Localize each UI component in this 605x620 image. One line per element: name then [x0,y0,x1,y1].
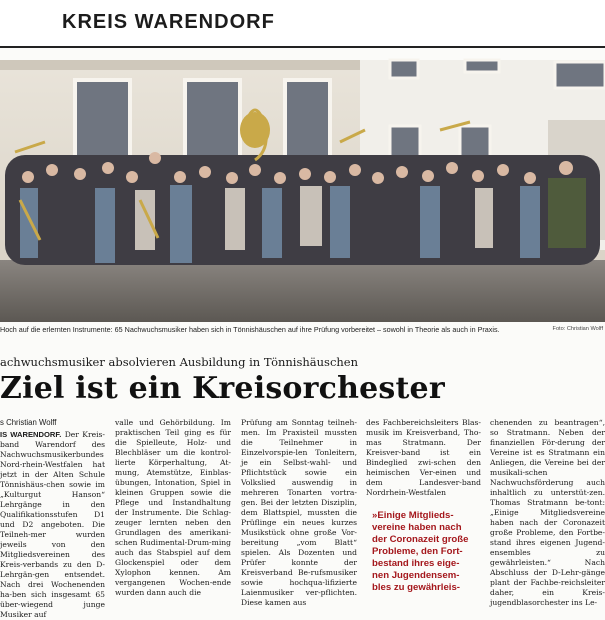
column-2-text: valle und Gehörbildung. Im praktischen Teil ging es für die Spielleute, Holz- und Blechbläser um die kontrol-lierte Körperhaltung, At-mung, Atemstütze, Einblas-übungen, Intonation, Spiel in kleinen Gruppen sowie die Pflege und Instandhaltung der Instrumente. Die Schlag-zeuger lernten neben den Grundlagen des amerikani-schen Rudimental-Drum-ming auch das Stabspiel auf dem Glockenspiel oder dem Xylophon kennen. Am vergangenen Wochen-ende wurden dann auch die [115,418,231,597]
caption-text: Hoch auf die erlernten Instrumente: 65 Nachwuchsmusiker haben sich in Tönnishäuschen auf ihre Prüfung vorbereitet – sowohl in Theorie als auch in Praxis. [0,325,500,334]
article-column-2 [115,418,231,598]
photo-credit: Foto: Christian Wolff [552,326,603,332]
column-3-text: Prüfung am Sonntag teilneh-men. Im Praxisteil mussten die Teilnehmer in Einzelvorspie-len Tonleitern, je ein Selbst-wahl- und Pflichtstück sowie ein Volkslied auswendig in mehreren Tonarten vortra-gen. Bei der letzten Disziplin, dem Blattspiel, mussten die Prüflinge ein neues kurzes Musikstück ohne große Vor-bereitung „vom Blatt“ spielen. Als Dozenten und Prüfer konnte der Kreisverband Be-rufsmusiker sowie hochqua-lifizierte Laienmusiker ver-pflichten. Diese kamen aus [241,418,357,607]
article-column-3 [241,418,357,608]
article-photo [0,60,605,322]
section-header [0,0,605,48]
article-column-5 [490,418,605,608]
column-4-text: des Fachbereichsleiters Blas-musik im Kreisverband, Tho-mas Stratmann. Der Kreisver-band ist ein Bindeglied zwi-schen den heimischen Ver-einen und dem Landesver-band Nordrhein-Westfalen [366,418,481,497]
column-1-text: IS WARENDORF. Der Kreis-band Warendorf des Nachwuchsmusikerbundes Nord-rhein-Westfalen hat jetzt in der Alten Schule Tönnishäus-chen sowie im „Kulturgut Hanson“ Lehrgänge in den Qualifikationsstufen D1 und D2 angeboten. Die Teilneh-mer wurden jeweils von den Mitgliedsvereinen des Kreis-verbands zu den D-Lehrgän-gen entsendet. Nach drei Wochenenden ha-ben sich insgesamt 65 über-wiegend junge Musiker auf [0,430,105,619]
article-byline: s Christian Wolff [0,418,57,427]
column-5-text: chenenden zu beantragen“, so Stratmann. Neben der finanziellen För-derung der Vereine ist es Stratmann ein Anliegen, die Vereine bei der musikali-schen Nachwuchsförderung auch inhaltlich zu unterstüt-zen. Thomas Stratmann be-tont: „Einige Mitgliedsvereine haben nach der Coronazeit große Probleme, den Fortbe-stand ihres eigenen Jugend-ensembles zu gewährleisten.“ Nach Abschluss der D-Lehr-gänge plant der Fachbe-reichsleiter daher, ein Kreis-jugendblasorchester ins Le- [490,418,605,607]
pull-quote: »Einige Mitglieds-vereine haben nach der Coronazeit große Probleme, den Fort-bestand ihres eige-nen Jugendensem-bles zu gewährleis- [372,510,469,593]
group-photo-image [0,60,605,322]
dateline: IS WARENDORF. [0,430,62,439]
article-kicker: achwuchsmusiker absolvieren Ausbildung in Tönnishäuschen [0,355,359,369]
article-body [0,418,605,619]
section-title: KREIS WARENDORF [62,11,275,33]
photo-caption [0,325,605,337]
article-column-1 [0,418,105,620]
article-column-4 [366,418,481,498]
article-headline: Ziel ist ein Kreisorchester [0,371,445,406]
